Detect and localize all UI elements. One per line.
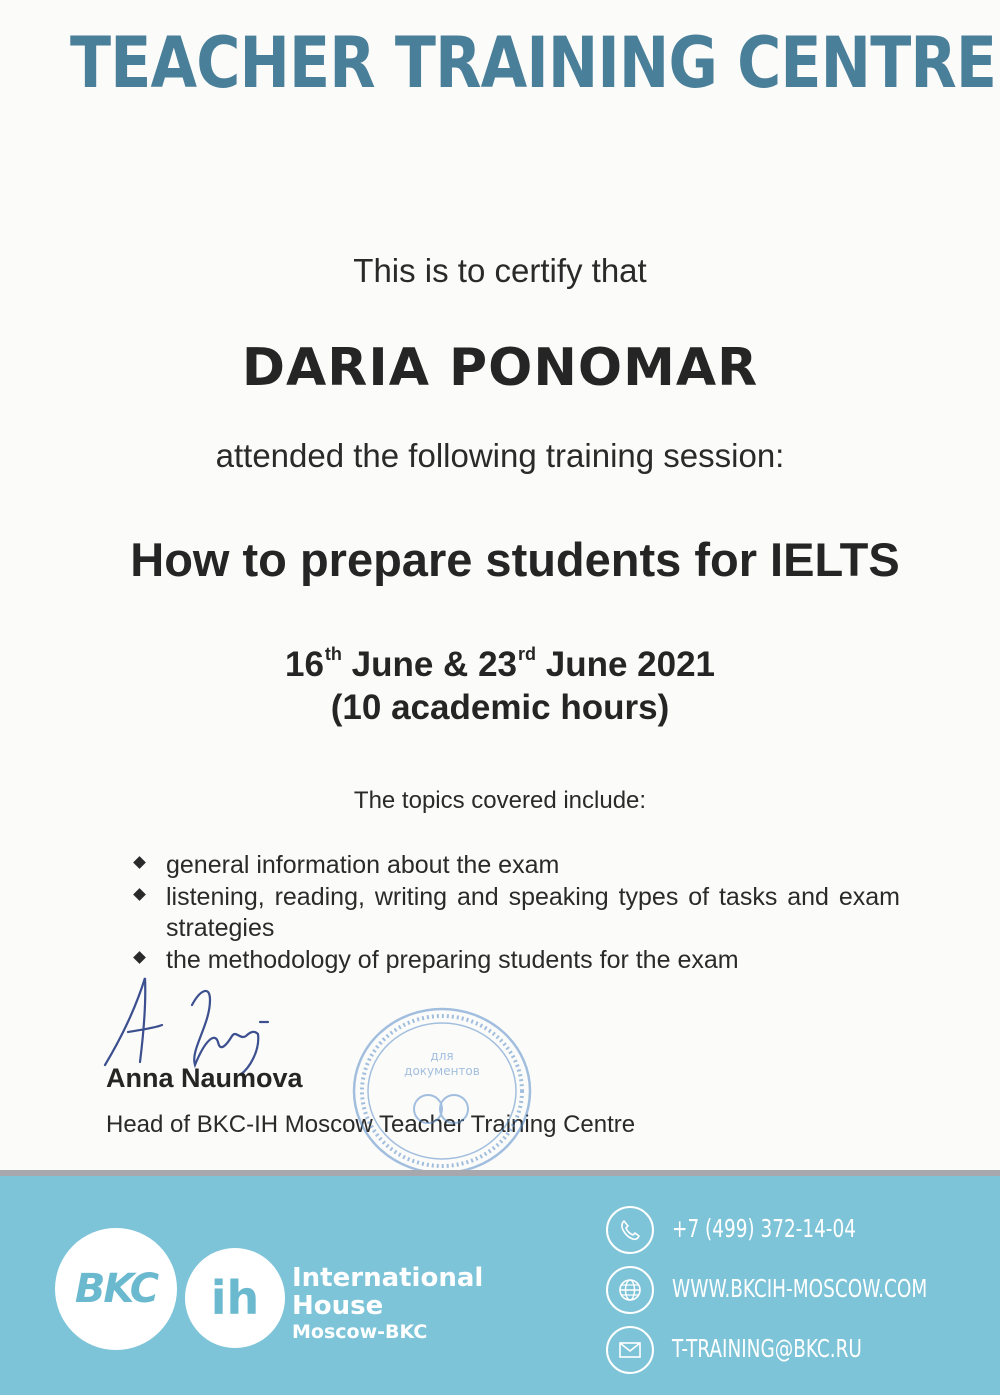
- list-item: [135, 850, 900, 882]
- date-day1: 16: [284, 645, 324, 684]
- contact-phone: [606, 1206, 986, 1258]
- brand-name: [292, 1264, 483, 1344]
- date-day2: 23: [478, 645, 517, 684]
- brand-line-1: International: [292, 1263, 484, 1293]
- phone-icon: [606, 1206, 654, 1254]
- website-url: WWW.BKCIH-MOSCOW.COM: [672, 1274, 928, 1303]
- date-day1-suffix: th: [324, 644, 342, 664]
- session-dates: [0, 644, 1000, 685]
- bkc-logo-text: BKC: [74, 1266, 158, 1312]
- topic-text: listening, reading, writing and speaking types of tasks and exam strategies: [166, 882, 900, 942]
- bullet-icon: [133, 856, 146, 869]
- attended-text: attended the following training session:: [215, 437, 785, 474]
- list-item: [135, 882, 900, 945]
- bullet-icon: [133, 951, 146, 964]
- topic-text: general information about the exam: [166, 851, 560, 879]
- ih-logo: [185, 1248, 285, 1348]
- academic-hours: (10 academic hours): [330, 688, 670, 727]
- signatory-role: Head of BKC-IH Moscow Teacher Training Centre: [106, 1111, 636, 1138]
- contact-website: [606, 1266, 986, 1318]
- brand-line-2: House: [292, 1291, 384, 1321]
- mail-icon: [606, 1326, 654, 1374]
- globe-icon: [606, 1266, 654, 1314]
- official-stamp: [350, 1005, 535, 1177]
- date-month1: June &: [341, 645, 479, 684]
- phone-number: +7 (499) 372-14-04: [672, 1214, 856, 1243]
- svg-text:документов: документов: [404, 1064, 480, 1078]
- course-title: How to prepare students for IELTS: [130, 533, 900, 586]
- topics-list: [135, 850, 900, 976]
- signatory-name: Anna Naumova: [106, 1063, 303, 1093]
- ih-logo-text: ih: [210, 1271, 260, 1325]
- certify-intro: This is to certify that: [353, 252, 647, 289]
- topic-text: the methodology of preparing students for the exam: [166, 945, 739, 974]
- email-address: T-TRAINING@BKC.RU: [672, 1334, 862, 1363]
- date-day2-suffix: rd: [518, 644, 536, 664]
- topics-intro: The topics covered include:: [353, 787, 647, 814]
- svg-text:для: для: [430, 1049, 454, 1063]
- header-title: TEACHER TRAINING CENTRE: [70, 22, 997, 104]
- contact-email: [606, 1326, 986, 1378]
- date-month2: June 2021: [536, 645, 715, 684]
- bkc-logo: [55, 1228, 177, 1350]
- recipient-name: DARIA PONOMAR: [241, 338, 759, 398]
- bullet-icon: [133, 888, 146, 901]
- brand-line-3: Moscow-BKC: [292, 1321, 428, 1343]
